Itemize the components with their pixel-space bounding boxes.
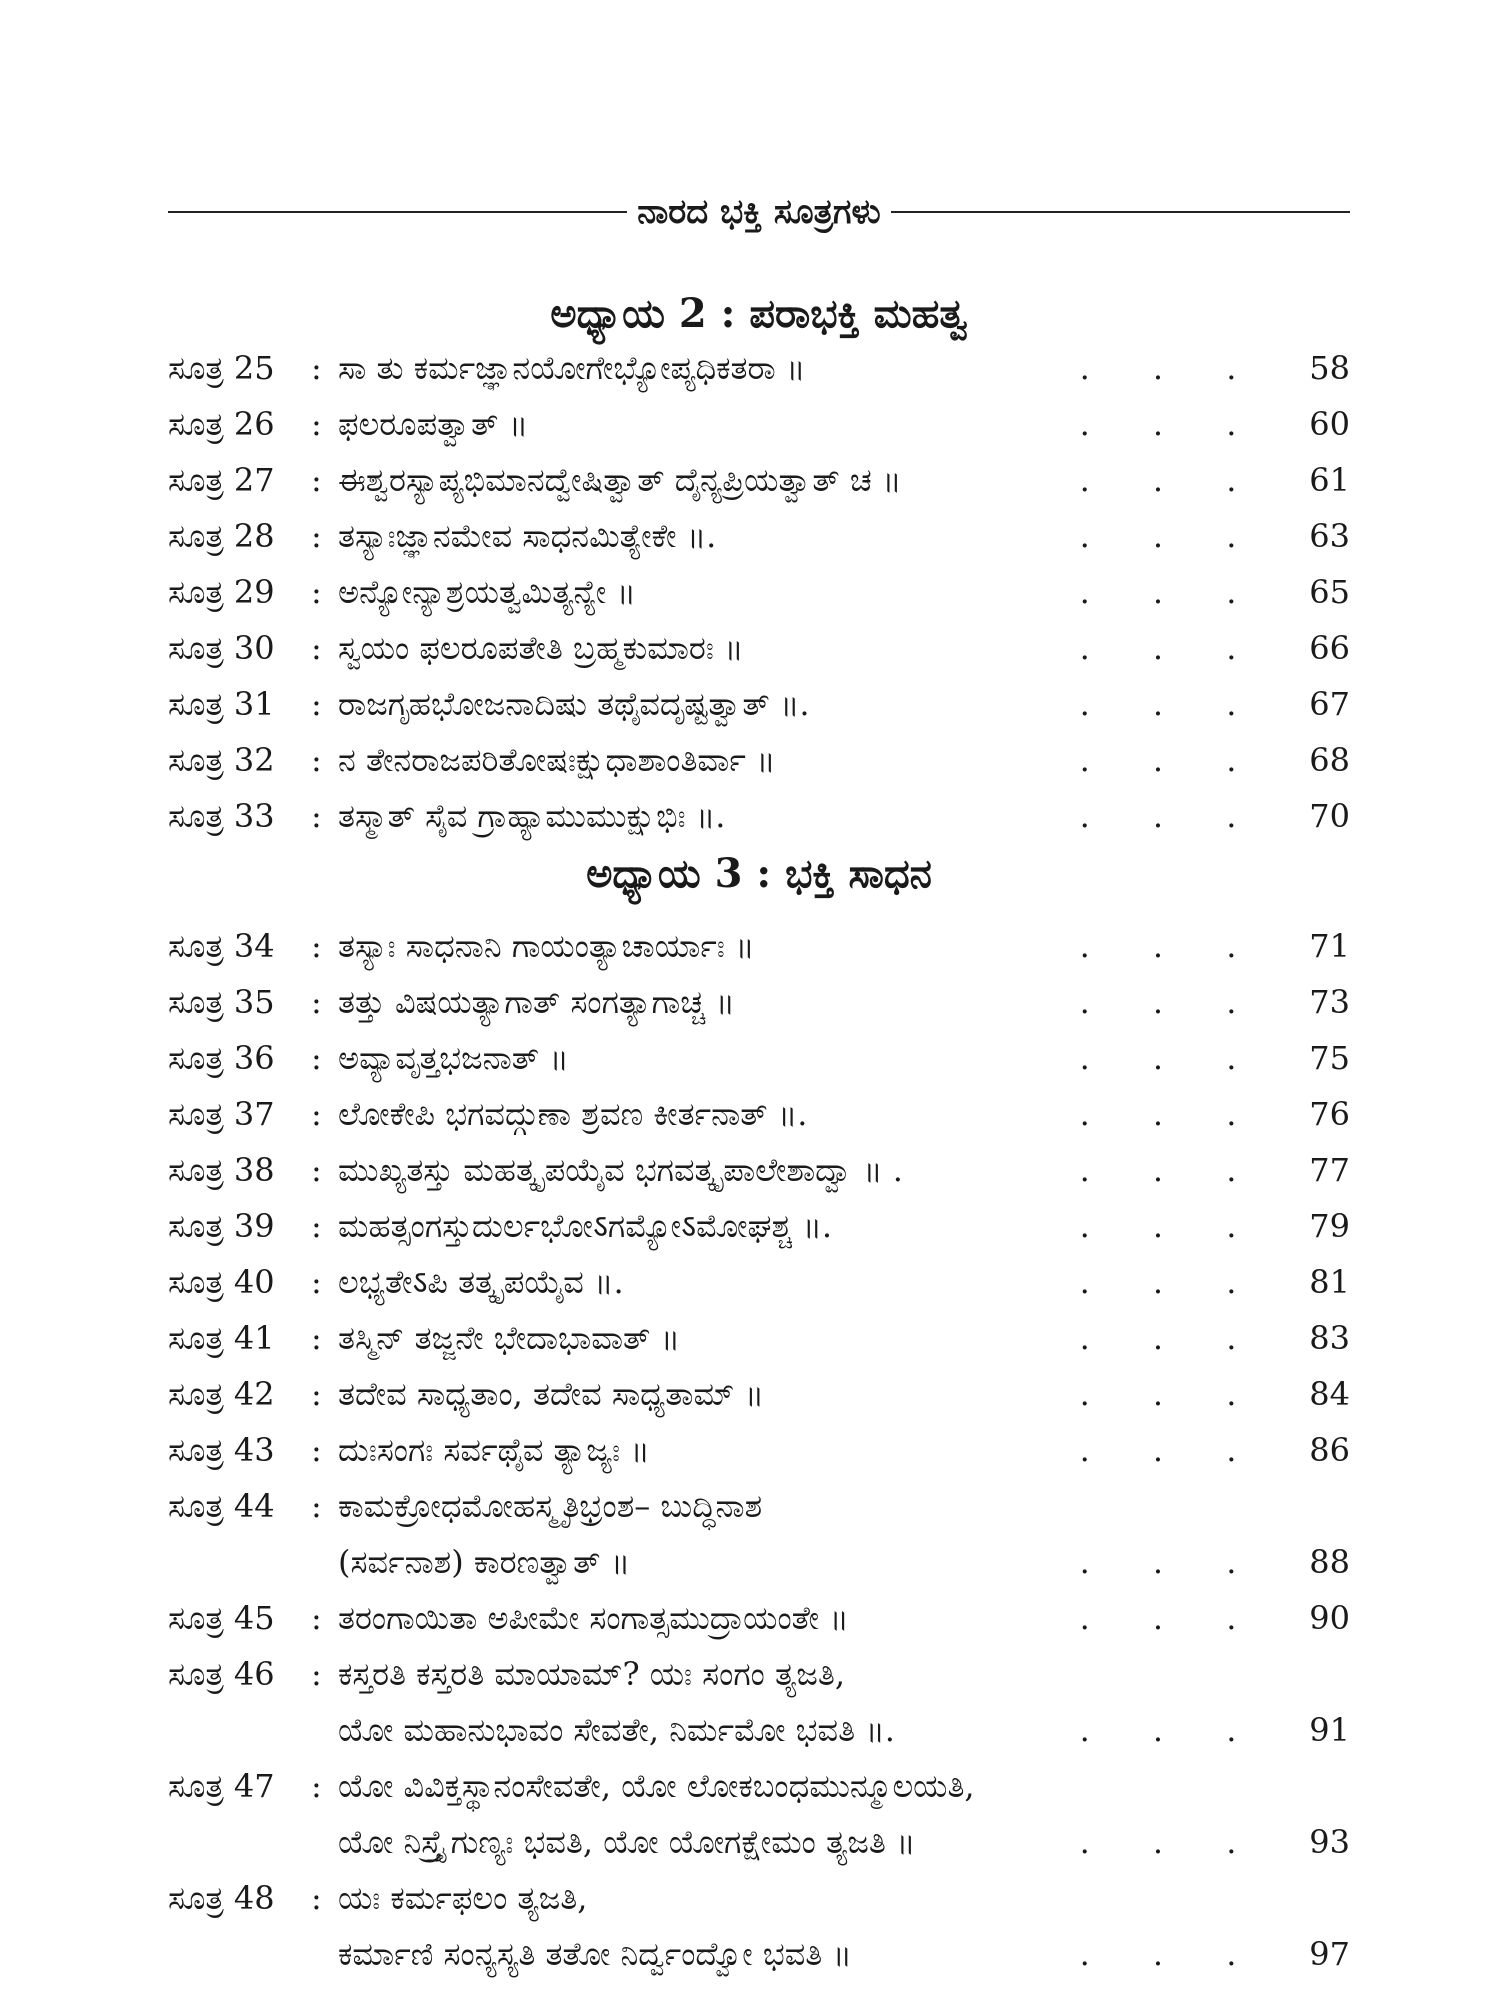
leader-dot: . bbox=[1226, 629, 1237, 667]
sutra-text: ಅನ್ಯೋನ್ಯಾಶ್ರಯತ್ವಮಿತ್ಯನ್ಯೇ ॥ bbox=[338, 573, 636, 611]
leader-dot: . bbox=[1226, 1823, 1237, 1861]
leader-dot: . bbox=[1079, 1935, 1090, 1973]
leader-dot: . bbox=[1152, 573, 1164, 611]
dot-leader bbox=[1048, 918, 1268, 974]
toc-entry bbox=[168, 1030, 1350, 1086]
dot-leader bbox=[1048, 732, 1268, 788]
leader-dot: . bbox=[1226, 1543, 1237, 1581]
page-number: 75 bbox=[1309, 1039, 1350, 1077]
page-number: 86 bbox=[1309, 1431, 1350, 1469]
colon-separator: : bbox=[311, 1879, 322, 1917]
toc-entry bbox=[168, 452, 1350, 508]
leader-dot: . bbox=[1079, 1151, 1090, 1189]
toc-entry bbox=[168, 1478, 1350, 1590]
page-number: 90 bbox=[1309, 1599, 1350, 1637]
leader-dot: . bbox=[1079, 1319, 1090, 1357]
toc-entry bbox=[168, 676, 1350, 732]
leader-dot: . bbox=[1079, 1039, 1090, 1077]
toc-entry bbox=[168, 1870, 1350, 1982]
sutra-label: ಸೂತ್ರ 42 bbox=[168, 1375, 275, 1413]
toc-line bbox=[168, 1814, 1350, 1870]
colon-separator: : bbox=[311, 461, 322, 499]
toc-entry bbox=[168, 974, 1350, 1030]
sutra-text: ಅವ್ಯಾವೃತ್ತಭಜನಾತ್ ॥ bbox=[338, 1039, 569, 1077]
leader-dot: . bbox=[1226, 405, 1237, 443]
leader-dot: . bbox=[1226, 461, 1237, 499]
dot-leader bbox=[1048, 1590, 1268, 1646]
leader-dot: . bbox=[1152, 1375, 1164, 1413]
dot-leader bbox=[1048, 1254, 1268, 1310]
sutra-text: ಯೋ ನಿಸ್ತ್ರೈಗುಣ್ಯಃ ಭವತಿ, ಯೋ ಯೋಗಕ್ಷೇಮಂ ತ್ಯಜತಿ ॥ bbox=[338, 1823, 916, 1861]
colon-separator: : bbox=[311, 685, 322, 723]
leader-dot: . bbox=[1152, 1319, 1164, 1357]
leader-dot: . bbox=[1226, 517, 1237, 555]
dot-leader bbox=[1048, 1366, 1268, 1422]
leader-dot: . bbox=[1226, 573, 1237, 611]
colon-separator: : bbox=[311, 629, 322, 667]
leader-dot: . bbox=[1079, 1711, 1090, 1749]
sutra-text: ತಸ್ಯಾಃಜ್ಞಾನಮೇವ ಸಾಧನಮಿತ್ಯೇಕೇ ॥. bbox=[338, 517, 717, 555]
leader-dot: . bbox=[1226, 1375, 1237, 1413]
colon-separator: : bbox=[311, 1263, 322, 1301]
dot-leader bbox=[1048, 340, 1268, 396]
page-number: 60 bbox=[1309, 405, 1350, 443]
sutra-text: ತರಂಗಾಯಿತಾ ಅಪೀಮೇ ಸಂಗಾತ್ಸಮುದ್ರಾಯಂತೇ ॥ bbox=[338, 1599, 849, 1637]
sutra-label: ಸೂತ್ರ 38 bbox=[168, 1151, 275, 1189]
sutra-text: ಕಸ್ತರತಿ ಕಸ್ತರತಿ ಮಾಯಾಮ್? ಯಃ ಸಂಗಂ ತ್ಯಜತಿ, bbox=[338, 1655, 846, 1693]
sutra-text: ಸಾ ತು ಕರ್ಮಜ್ಞಾನಯೋಗೇಭ್ಯೋಪ್ಯಧಿಕತರಾ ॥ bbox=[338, 349, 806, 387]
leader-dot: . bbox=[1226, 1711, 1237, 1749]
toc-entry bbox=[168, 918, 1350, 974]
toc-line bbox=[168, 1030, 1350, 1086]
sutra-label: ಸೂತ್ರ 27 bbox=[168, 461, 275, 499]
sutra-label: ಸೂತ್ರ 33 bbox=[168, 797, 275, 835]
dot-leader bbox=[1048, 1422, 1268, 1478]
page-number: 84 bbox=[1309, 1375, 1350, 1413]
page-number: 71 bbox=[1309, 927, 1350, 965]
toc-entry bbox=[168, 564, 1350, 620]
colon-separator: : bbox=[311, 1207, 322, 1245]
sutra-text: ಲಭ್ಯತೇऽಪಿ ತತ್ಕೃಪಯೈವ ॥. bbox=[338, 1263, 624, 1301]
colon-separator: : bbox=[311, 983, 322, 1021]
sutra-text: ರಾಜಗೃಹಭೋಜನಾದಿಷು ತಥೈವದೃಷ್ಟತ್ವಾತ್ ॥. bbox=[338, 685, 810, 723]
sutra-label: ಸೂತ್ರ 46 bbox=[168, 1655, 275, 1693]
sutra-text: ಕರ್ಮಾಣಿ ಸಂನ್ಯಸ್ಯತಿ ತತೋ ನಿರ್ದ್ವಂದ್ವೋ ಭವತಿ ॥ bbox=[338, 1935, 852, 1973]
leader-dot: . bbox=[1079, 461, 1090, 499]
chapter-title: ಅಧ್ಯಾಯ 3 : ಭಕ್ತಿ ಸಾಧನ bbox=[586, 850, 932, 897]
leader-dot: . bbox=[1079, 573, 1090, 611]
leader-dot: . bbox=[1226, 797, 1237, 835]
sutra-label: ಸೂತ್ರ 36 bbox=[168, 1039, 275, 1077]
leader-dot: . bbox=[1079, 1207, 1090, 1245]
leader-dot: . bbox=[1152, 1431, 1164, 1469]
leader-dot: . bbox=[1226, 685, 1237, 723]
leader-dot: . bbox=[1079, 1823, 1090, 1861]
toc-line bbox=[168, 508, 1350, 564]
toc-line bbox=[168, 564, 1350, 620]
sutra-label: ಸೂತ್ರ 35 bbox=[168, 983, 275, 1021]
sutra-label: ಸೂತ್ರ 32 bbox=[168, 741, 275, 779]
sutra-label: ಸೂತ್ರ 43 bbox=[168, 1431, 275, 1469]
toc-line bbox=[168, 1142, 1350, 1198]
colon-separator: : bbox=[311, 573, 322, 611]
dot-leader bbox=[1048, 788, 1268, 844]
leader-dot: . bbox=[1079, 405, 1090, 443]
toc-entry bbox=[168, 1254, 1350, 1310]
sutra-text: ತಸ್ಯಾಃ ಸಾಧನಾನಿ ಗಾಯಂತ್ಯಾಚಾರ್ಯಾಃ ॥ bbox=[338, 927, 755, 965]
leader-dot: . bbox=[1226, 927, 1237, 965]
colon-separator: : bbox=[311, 349, 322, 387]
sutra-text: ತತ್ತು ವಿಷಯತ್ಯಾಗಾತ್ ಸಂಗತ್ಯಾಗಾಚ್ಚ ॥ bbox=[338, 983, 735, 1021]
leader-dot: . bbox=[1079, 517, 1090, 555]
leader-dot: . bbox=[1152, 741, 1164, 779]
sutra-text: ದುಃಸಂಗಃ ಸರ್ವಥೈವ ತ್ಯಾಜ್ಯಃ ॥ bbox=[338, 1431, 650, 1469]
page-number: 83 bbox=[1309, 1319, 1350, 1357]
dot-leader bbox=[1048, 1030, 1268, 1086]
toc-line bbox=[168, 1478, 1350, 1534]
page-number: 91 bbox=[1309, 1711, 1350, 1749]
toc-line bbox=[168, 1590, 1350, 1646]
colon-separator: : bbox=[311, 1655, 322, 1693]
sutra-text: ತದೇವ ಸಾಧ್ಯತಾಂ, ತದೇವ ಸಾಧ್ಯತಾಮ್ ॥ bbox=[338, 1375, 764, 1413]
leader-dot: . bbox=[1226, 1935, 1237, 1973]
sutra-text: ತಸ್ಮಿನ್ ತಜ್ಜನೇ ಭೇದಾಭಾವಾತ್ ॥ bbox=[338, 1319, 681, 1357]
sutra-text: ಫಲರೂಪತ್ವಾತ್ ॥ bbox=[338, 405, 529, 443]
sutra-label: ಸೂತ್ರ 47 bbox=[168, 1767, 275, 1805]
dot-leader bbox=[1048, 1814, 1268, 1870]
toc-line bbox=[168, 1702, 1350, 1758]
toc-line bbox=[168, 1870, 1350, 1926]
toc-entry bbox=[168, 1142, 1350, 1198]
leader-dot: . bbox=[1079, 629, 1090, 667]
colon-separator: : bbox=[311, 1095, 322, 1133]
leader-dot: . bbox=[1079, 1599, 1090, 1637]
page-number: 70 bbox=[1309, 797, 1350, 835]
sutra-label: ಸೂತ್ರ 40 bbox=[168, 1263, 275, 1301]
toc-line bbox=[168, 676, 1350, 732]
colon-separator: : bbox=[311, 1039, 322, 1077]
toc-line bbox=[168, 1198, 1350, 1254]
leader-dot: . bbox=[1079, 1375, 1090, 1413]
dot-leader bbox=[1048, 508, 1268, 564]
sutra-label: ಸೂತ್ರ 28 bbox=[168, 517, 275, 555]
leader-dot: . bbox=[1226, 983, 1237, 1021]
sutra-text: ಲೋಕೇಪಿ ಭಗವದ್ಗುಣಾ ಶ್ರವಣ ಕೀರ್ತನಾತ್ ॥. bbox=[338, 1095, 808, 1133]
toc-entry bbox=[168, 1590, 1350, 1646]
running-header bbox=[168, 186, 1350, 238]
toc-entry bbox=[168, 1422, 1350, 1478]
page-number: 63 bbox=[1309, 517, 1350, 555]
toc-line bbox=[168, 1422, 1350, 1478]
toc-entry bbox=[168, 1646, 1350, 1758]
dot-leader bbox=[1048, 396, 1268, 452]
toc-line bbox=[168, 452, 1350, 508]
colon-separator: : bbox=[311, 1319, 322, 1357]
colon-separator: : bbox=[311, 1487, 322, 1525]
toc-entry bbox=[168, 1310, 1350, 1366]
toc-line bbox=[168, 1254, 1350, 1310]
leader-dot: . bbox=[1152, 685, 1164, 723]
toc-line bbox=[168, 918, 1350, 974]
leader-dot: . bbox=[1079, 1263, 1090, 1301]
page-number: 97 bbox=[1309, 1935, 1350, 1973]
leader-dot: . bbox=[1152, 1599, 1164, 1637]
leader-dot: . bbox=[1079, 685, 1090, 723]
leader-dot: . bbox=[1152, 629, 1164, 667]
leader-dot: . bbox=[1152, 517, 1164, 555]
sutra-text: ತಸ್ಮಾತ್ ಸೈವ ಗ್ರಾಹ್ಯಾಮುಮುಕ್ಷುಭಿಃ ॥. bbox=[338, 797, 726, 835]
leader-dot: . bbox=[1152, 1543, 1164, 1581]
sutra-text: ಯೋ ವಿವಿಕ್ತಸ್ಥಾನಂಸೇವತೇ, ಯೋ ಲೋಕಬಂಧಮುನ್ಮೂಲಯತಿ, bbox=[338, 1767, 975, 1805]
page-number: 66 bbox=[1309, 629, 1350, 667]
leader-dot: . bbox=[1226, 1263, 1237, 1301]
leader-dot: . bbox=[1079, 983, 1090, 1021]
leader-dot: . bbox=[1152, 1711, 1164, 1749]
page-number: 67 bbox=[1309, 685, 1350, 723]
leader-dot: . bbox=[1152, 405, 1164, 443]
sutra-text: ಮಹತ್ಸಂಗಸ್ತುದುರ್ಲಭೋऽಗಮ್ಯೋऽಮೋಘಶ್ಚ ॥. bbox=[338, 1207, 833, 1245]
leader-dot: . bbox=[1079, 797, 1090, 835]
toc-entry bbox=[168, 396, 1350, 452]
leader-dot: . bbox=[1226, 1039, 1237, 1077]
leader-dot: . bbox=[1226, 1319, 1237, 1357]
colon-separator: : bbox=[311, 1375, 322, 1413]
sutra-text: ಯೋ ಮಹಾನುಭಾವಂ ಸೇವತೇ, ನಿರ್ಮಮೋ ಭವತಿ ॥. bbox=[338, 1711, 895, 1749]
colon-separator: : bbox=[311, 927, 322, 965]
header-rule-left bbox=[168, 211, 627, 213]
dot-leader bbox=[1048, 1142, 1268, 1198]
toc-line bbox=[168, 1086, 1350, 1142]
dot-leader bbox=[1048, 1534, 1268, 1590]
leader-dot: . bbox=[1152, 461, 1164, 499]
sutra-label: ಸೂತ್ರ 26 bbox=[168, 405, 275, 443]
colon-separator: : bbox=[311, 797, 322, 835]
dot-leader bbox=[1048, 974, 1268, 1030]
toc-entry bbox=[168, 340, 1350, 396]
sutra-text: ಕಾಮಕ್ರೋಧಮೋಹಸ್ಮೃತಿಭ್ರಂಶ– ಬುದ್ಧಿನಾಶ bbox=[338, 1487, 763, 1525]
leader-dot: . bbox=[1226, 349, 1237, 387]
page-number: 65 bbox=[1309, 573, 1350, 611]
dot-leader bbox=[1048, 1086, 1268, 1142]
leader-dot: . bbox=[1079, 1543, 1090, 1581]
page-number: 73 bbox=[1309, 983, 1350, 1021]
dot-leader bbox=[1048, 1926, 1268, 1982]
leader-dot: . bbox=[1152, 983, 1164, 1021]
sutra-label: ಸೂತ್ರ 37 bbox=[168, 1095, 275, 1133]
dot-leader bbox=[1048, 1702, 1268, 1758]
leader-dot: . bbox=[1226, 1151, 1237, 1189]
colon-separator: : bbox=[311, 1431, 322, 1469]
leader-dot: . bbox=[1152, 927, 1164, 965]
leader-dot: . bbox=[1079, 741, 1090, 779]
leader-dot: . bbox=[1079, 927, 1090, 965]
colon-separator: : bbox=[311, 1599, 322, 1637]
leader-dot: . bbox=[1152, 1823, 1164, 1861]
sutra-label: ಸೂತ್ರ 30 bbox=[168, 629, 275, 667]
sutra-label: ಸೂತ್ರ 25 bbox=[168, 349, 275, 387]
toc-line bbox=[168, 1758, 1350, 1814]
leader-dot: . bbox=[1226, 1095, 1237, 1133]
sutra-label: ಸೂತ್ರ 39 bbox=[168, 1207, 275, 1245]
leader-dot: . bbox=[1079, 1095, 1090, 1133]
toc-line bbox=[168, 620, 1350, 676]
toc-line bbox=[168, 1534, 1350, 1590]
sutra-text: ಈಶ್ವರಸ್ಯಾಪ್ಯಭಿಮಾನದ್ವೇಷಿತ್ವಾತ್ ದೈನ್ಯಪ್ರಿಯತ್ವಾತ್ ಚ ॥ bbox=[338, 461, 902, 499]
page-number: 77 bbox=[1309, 1151, 1350, 1189]
leader-dot: . bbox=[1152, 1935, 1164, 1973]
toc-line bbox=[168, 1926, 1350, 1982]
toc-entry bbox=[168, 620, 1350, 676]
sutra-text: ಯಃ ಕರ್ಮಫಲಂ ತ್ಯಜತಿ, bbox=[338, 1879, 588, 1917]
page-number: 68 bbox=[1309, 741, 1350, 779]
leader-dot: . bbox=[1226, 741, 1237, 779]
dot-leader bbox=[1048, 564, 1268, 620]
page-number: 81 bbox=[1309, 1263, 1350, 1301]
leader-dot: . bbox=[1226, 1431, 1237, 1469]
colon-separator: : bbox=[311, 405, 322, 443]
sutra-text: ನ ತೇನರಾಜಪರಿತೋಷಃಕ್ಷುಧಾಶಾಂತಿರ್ವಾ ॥ bbox=[338, 741, 776, 779]
toc-entry bbox=[168, 1366, 1350, 1422]
toc-line bbox=[168, 1646, 1350, 1702]
dot-leader bbox=[1048, 676, 1268, 732]
toc-line bbox=[168, 396, 1350, 452]
leader-dot: . bbox=[1152, 1095, 1164, 1133]
page-number: 76 bbox=[1309, 1095, 1350, 1133]
sutra-label: ಸೂತ್ರ 44 bbox=[168, 1487, 275, 1525]
leader-dot: . bbox=[1079, 349, 1090, 387]
dot-leader bbox=[1048, 1198, 1268, 1254]
colon-separator: : bbox=[311, 741, 322, 779]
toc-entry bbox=[168, 788, 1350, 844]
leader-dot: . bbox=[1152, 349, 1164, 387]
colon-separator: : bbox=[311, 1151, 322, 1189]
sutra-text: ಸ್ವಯಂ ಫಲರೂಪತೇತಿ ಬ್ರಹ್ಮಕುಮಾರಃ ॥ bbox=[338, 629, 744, 667]
toc-entry bbox=[168, 1758, 1350, 1870]
page-number: 58 bbox=[1309, 349, 1350, 387]
toc-line bbox=[168, 974, 1350, 1030]
leader-dot: . bbox=[1079, 1431, 1090, 1469]
sutra-label: ಸೂತ್ರ 29 bbox=[168, 573, 275, 611]
toc-entry bbox=[168, 732, 1350, 788]
toc-line bbox=[168, 340, 1350, 396]
leader-dot: . bbox=[1226, 1599, 1237, 1637]
dot-leader bbox=[1048, 452, 1268, 508]
toc-line bbox=[168, 1366, 1350, 1422]
toc-line bbox=[168, 788, 1350, 844]
toc-entry bbox=[168, 1086, 1350, 1142]
toc-line bbox=[168, 732, 1350, 788]
toc-entry bbox=[168, 508, 1350, 564]
page-number: 61 bbox=[1309, 461, 1350, 499]
header-rule-right bbox=[891, 211, 1350, 213]
sutra-text: ಮುಖ್ಯತಸ್ತು ಮಹತ್ಕೃಪಯೈವ ಭಗವತ್ಕೃಪಾಲೇಶಾದ್ವಾ ॥ . bbox=[338, 1151, 903, 1189]
sutra-label: ಸೂತ್ರ 48 bbox=[168, 1879, 275, 1917]
toc-entry bbox=[168, 1198, 1350, 1254]
sutra-label: ಸೂತ್ರ 45 bbox=[168, 1599, 275, 1637]
leader-dot: . bbox=[1226, 1207, 1237, 1245]
book-title: ನಾರದ ಭಕ್ತಿ ಸೂತ್ರಗಳು bbox=[637, 192, 881, 232]
leader-dot: . bbox=[1152, 1263, 1164, 1301]
sutra-label: ಸೂತ್ರ 31 bbox=[168, 685, 275, 723]
page-number: 93 bbox=[1309, 1823, 1350, 1861]
leader-dot: . bbox=[1152, 1207, 1164, 1245]
dot-leader bbox=[1048, 1310, 1268, 1366]
page-number: 79 bbox=[1309, 1207, 1350, 1245]
leader-dot: . bbox=[1152, 1039, 1164, 1077]
toc-line bbox=[168, 1310, 1350, 1366]
dot-leader bbox=[1048, 620, 1268, 676]
page-number: 88 bbox=[1309, 1543, 1350, 1581]
colon-separator: : bbox=[311, 517, 322, 555]
chapter-title: ಅಧ್ಯಾಯ 2 : ಪರಾಭಕ್ತಿ ಮಹತ್ವ bbox=[550, 290, 968, 337]
sutra-label: ಸೂತ್ರ 41 bbox=[168, 1319, 275, 1357]
leader-dot: . bbox=[1152, 1151, 1164, 1189]
sutra-label: ಸೂತ್ರ 34 bbox=[168, 927, 275, 965]
sutra-text: (ಸರ್ವನಾಶ) ಕಾರಣತ್ವಾತ್ ॥ bbox=[338, 1543, 631, 1581]
leader-dot: . bbox=[1152, 797, 1164, 835]
colon-separator: : bbox=[311, 1767, 322, 1805]
